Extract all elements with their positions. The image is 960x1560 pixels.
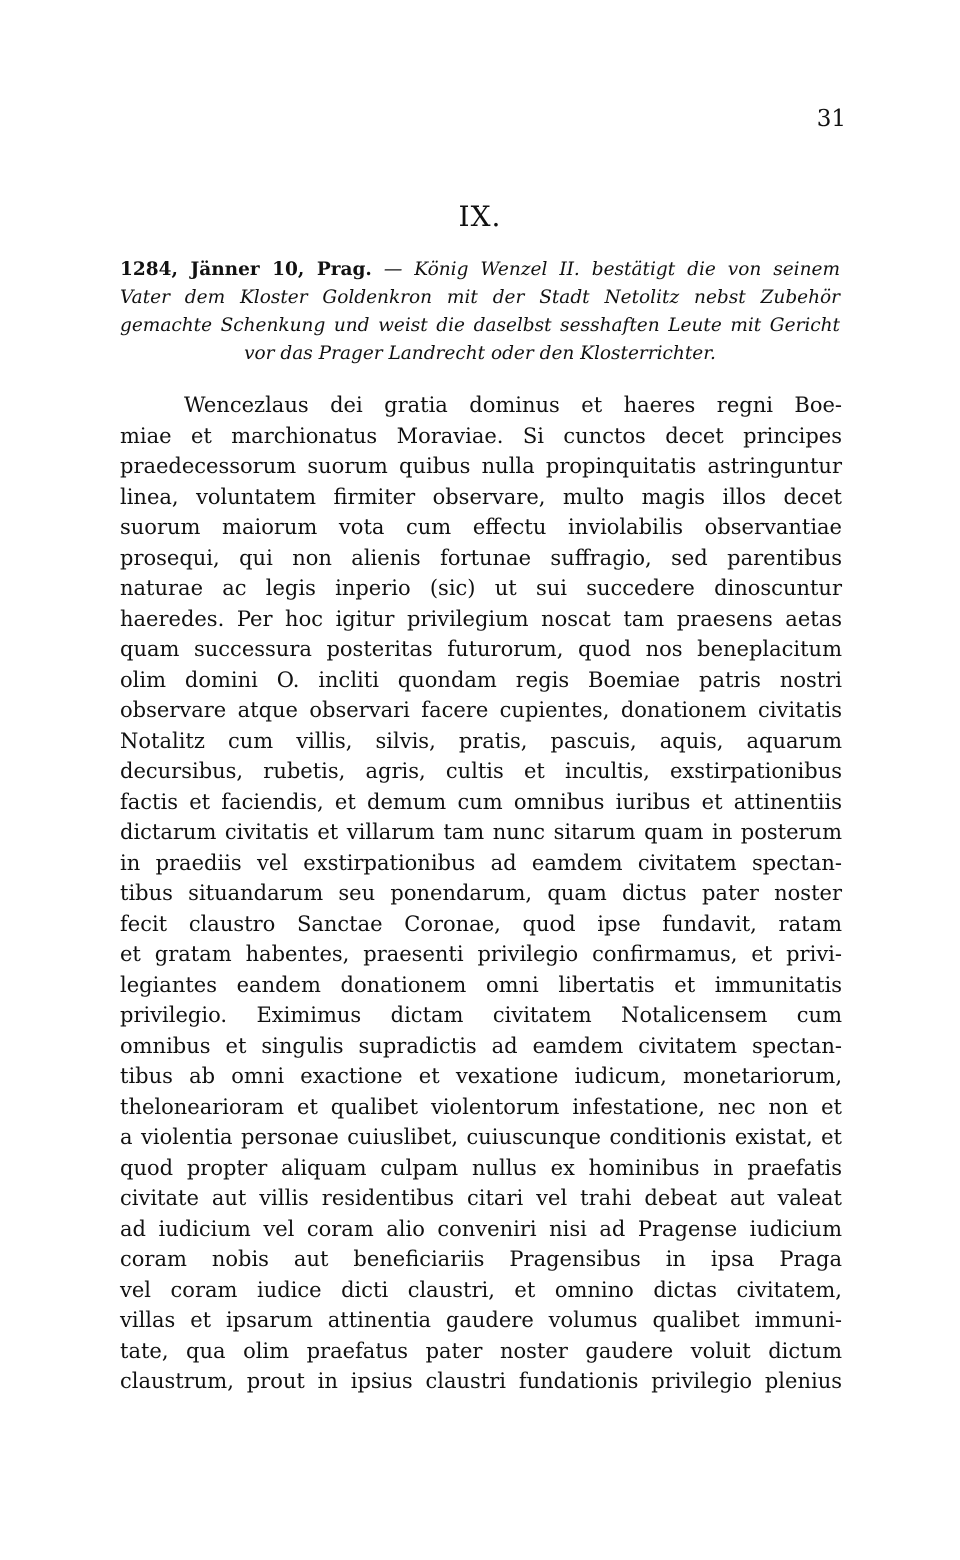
text-line: villas et ipsarum attinentia gaudere volumus qualibet immuni- bbox=[120, 1308, 842, 1332]
text-line: tibus situandarum seu ponendarum, quam dictus pater noster bbox=[120, 881, 842, 905]
regest-date: 1284, Jänner 10, Prag. bbox=[120, 259, 372, 280]
text-line: in praediis vel exstirpationibus ad eamdem civitatem spectan- bbox=[120, 850, 842, 875]
text-line: claustrum, prout in ipsius claustri fundationis privilegio plenius bbox=[120, 1369, 842, 1393]
regest-line: 1284, Jänner 10, Prag. — König Wenzel II. bestätigt die von seinem bbox=[120, 259, 840, 280]
regest-line: gemachte Schenkung und weist die daselbst sesshaften Leute mit Gericht bbox=[120, 315, 840, 336]
text-line: quod propter aliquam culpam nullus ex hominibus in praefatis bbox=[120, 1155, 842, 1180]
page-number: 31 bbox=[816, 106, 846, 132]
text-line: observare atque observari facere cupientes, donationem civitatis bbox=[120, 698, 842, 722]
regest-line: Vater dem Kloster Goldenkron mit der Stadt Netolitz nebst Zubehör bbox=[120, 287, 840, 308]
document-heading: IX. bbox=[458, 200, 502, 233]
text-line: decursibus, rubetis, agris, cultis et incultis, exstirpationibus bbox=[120, 759, 842, 783]
text-line: quam successura posteritas futurorum, quod nos beneplacitum bbox=[120, 637, 842, 661]
text-line: thelonearioram et qualibet violentorum infestatione, nec non et bbox=[120, 1094, 842, 1119]
text-line: dictarum civitatis et villarum tam nunc sitarum quam in posterum bbox=[120, 820, 842, 844]
text-line: miae et marchionatus Moraviae. Si cunctos decet principes bbox=[120, 423, 842, 448]
text-line: legiantes eandem donationem omni libertatis et immunitatis bbox=[120, 972, 842, 997]
regest-summary bbox=[120, 256, 840, 368]
charter-text bbox=[120, 390, 842, 1397]
text-line: linea, voluntatem firmiter observare, multo magis illos decet bbox=[120, 484, 842, 509]
text-line: coram nobis aut beneficiariis Pragensibus in ipsa Praga bbox=[120, 1247, 842, 1271]
text-line: ad iudicium vel coram alio conveniri nisi ad Pragense iudicium bbox=[120, 1216, 842, 1241]
text-line: suorum maiorum vota cum effectu inviolabilis observantiae bbox=[120, 515, 842, 539]
text-line: privilegio. Eximimus dictam civitatem Notalicensem cum bbox=[120, 1003, 842, 1027]
text-line: fecit claustro Sanctae Coronae, quod ipse fundavit, ratam bbox=[120, 911, 842, 936]
text-line: omnibus et singulis supradictis ad eamdem civitatem spectan- bbox=[120, 1033, 842, 1058]
text-line: praedecessorum suorum quibus nulla propinquitatis astringuntur bbox=[120, 454, 842, 478]
text-line: Notalitz cum villis, silvis, pratis, pascuis, aquis, aquarum bbox=[120, 728, 842, 753]
text-line: factis et faciendis, et demum cum omnibus iuribus et attinentiis bbox=[120, 789, 842, 814]
text-line: olim domini O. incliti quondam regis Boemiae patris nostri bbox=[120, 667, 842, 692]
text-line: haeredes. Per hoc igitur privilegium noscat tam praesens aetas bbox=[120, 606, 842, 631]
text-line: a violentia personae cuiuslibet, cuiuscunque conditionis existat, et bbox=[120, 1125, 842, 1149]
regest-line: vor das Prager Landrecht oder den Klosterrichter. bbox=[244, 343, 716, 364]
text-line: vel coram iudice dicti claustri, et omnino dictas civitatem, bbox=[120, 1277, 842, 1302]
text-line: civitate aut villis residentibus citari vel trahi debeat aut valeat bbox=[120, 1186, 842, 1210]
text-line: Wencezlaus dei gratia dominus et haeres regni Boe- bbox=[184, 393, 842, 417]
text-line: prosequi, qui non alienis fortunae suffragio, sed parentibus bbox=[120, 545, 842, 570]
text-line: tibus ab omni exactione et vexatione iudicum, monetariorum, bbox=[120, 1064, 842, 1088]
text-line: et gratam habentes, praesenti privilegio confirmamus, et privi- bbox=[120, 942, 842, 966]
text-line: tate, qua olim praefatus pater noster gaudere voluit dictum bbox=[120, 1338, 842, 1363]
text-line: naturae ac legis inperio (sic) ut sui succedere dinoscuntur bbox=[120, 576, 842, 600]
